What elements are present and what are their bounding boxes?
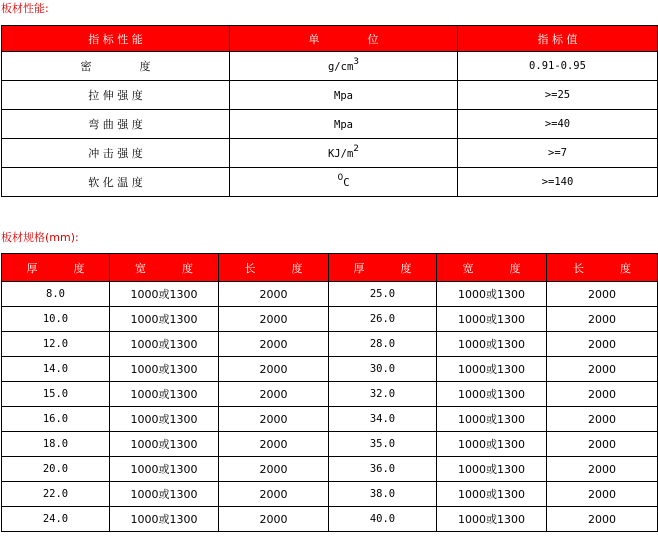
width-cell: 1000或1300 [110,482,219,507]
specs-row [2,332,658,357]
length-cell: 2000 [547,382,658,407]
property-name-part-1: 密 [80,60,92,73]
specs-header-cell [110,254,219,282]
specs-table [1,253,658,532]
width-cell: 1000或1300 [437,507,547,532]
length-cell: 2000 [219,382,329,407]
specs-row [2,282,658,307]
width-cell: 1000或1300 [437,407,547,432]
width-cell: 1000或1300 [437,457,547,482]
property-unit [230,52,458,81]
specs-header-char-2: 度 [73,261,85,275]
property-unit [230,139,458,168]
unit-superscript: 2 [353,143,360,154]
unit-base: KJ/m [327,147,354,160]
thickness-cell: 18.0 [2,432,110,457]
unit-base: Mpa [334,118,353,131]
thickness-cell: 36.0 [329,457,437,482]
specs-row [2,457,658,482]
unit-superscript: 3 [353,56,360,67]
header-indicator-value: 指 标 值 [458,26,658,52]
length-cell: 2000 [547,282,658,307]
specs-header-cell [329,254,437,282]
width-cell: 1000或1300 [437,382,547,407]
specs-row [2,482,658,507]
specs-header-char-1: 长 [244,261,256,275]
thickness-cell: 8.0 [2,282,110,307]
property-value: 0.91-0.95 [458,52,658,81]
length-cell: 2000 [547,482,658,507]
unit-base: C [343,176,350,189]
width-cell: 1000或1300 [110,282,219,307]
unit-base: Mpa [334,89,353,102]
width-cell: 1000或1300 [110,332,219,357]
length-cell: 2000 [547,332,658,357]
width-cell: 1000或1300 [110,307,219,332]
properties-row [2,81,658,110]
specs-row [2,507,658,532]
properties-section-title: 板材性能: [1,2,49,15]
thickness-cell: 20.0 [2,457,110,482]
properties-row [2,52,658,81]
specs-header-cell [219,254,329,282]
width-cell: 1000或1300 [437,282,547,307]
width-cell: 1000或1300 [437,357,547,382]
length-cell: 2000 [219,307,329,332]
specs-header-char-1: 宽 [462,261,474,275]
specs-row [2,357,658,382]
header-unit-char-1: 单 [308,32,320,46]
width-cell: 1000或1300 [437,482,547,507]
specs-header-char-2: 度 [182,261,193,275]
thickness-cell: 35.0 [329,432,437,457]
specs-row [2,307,658,332]
property-value: >=140 [458,168,658,197]
specs-header-row [2,254,658,282]
thickness-cell: 26.0 [329,307,437,332]
property-name: 软 化 温 度 [2,168,230,197]
header-unit-char-2: 位 [367,32,379,46]
thickness-cell: 34.0 [329,407,437,432]
thickness-cell: 24.0 [2,507,110,532]
width-cell: 1000或1300 [437,432,547,457]
width-cell: 1000或1300 [110,407,219,432]
property-unit [230,110,458,139]
length-cell: 2000 [219,482,329,507]
property-name: 拉 伸 强 度 [2,81,230,110]
specs-header-char-2: 度 [620,261,631,275]
specs-header-char-2: 度 [400,261,412,275]
specs-header-char-1: 宽 [135,261,146,275]
width-cell: 1000或1300 [110,457,219,482]
property-name: 冲 击 强 度 [2,139,230,168]
properties-row [2,139,658,168]
unit-base: g/cm [327,60,354,73]
property-name: 弯 曲 强 度 [2,110,230,139]
specs-header-cell [437,254,547,282]
specs-header-cell [547,254,658,282]
length-cell: 2000 [547,457,658,482]
specs-header-char-1: 长 [573,261,584,275]
header-indicator-property: 指 标 性 能 [2,26,230,52]
properties-table [1,25,658,197]
thickness-cell: 15.0 [2,382,110,407]
specs-header-cell [2,254,110,282]
length-cell: 2000 [219,457,329,482]
specs-header-char-2: 度 [509,261,521,275]
thickness-cell: 10.0 [2,307,110,332]
length-cell: 2000 [219,407,329,432]
thickness-cell: 38.0 [329,482,437,507]
specs-header-char-2: 度 [291,261,303,275]
thickness-cell: 28.0 [329,332,437,357]
thickness-cell: 30.0 [329,357,437,382]
thickness-cell: 32.0 [329,382,437,407]
specs-header-char-1: 厚 [26,261,38,275]
length-cell: 2000 [219,357,329,382]
width-cell: 1000或1300 [110,382,219,407]
length-cell: 2000 [219,432,329,457]
property-unit [230,81,458,110]
property-name-part-2: 度 [139,60,151,73]
width-cell: 1000或1300 [437,332,547,357]
width-cell: 1000或1300 [437,307,547,332]
thickness-cell: 14.0 [2,357,110,382]
length-cell: 2000 [547,407,658,432]
length-cell: 2000 [219,282,329,307]
thickness-cell: 25.0 [329,282,437,307]
properties-row [2,168,658,197]
property-unit [230,168,458,197]
width-cell: 1000或1300 [110,432,219,457]
length-cell: 2000 [547,307,658,332]
property-name [2,52,230,81]
unit-superscript: 0 [337,172,344,183]
length-cell: 2000 [219,507,329,532]
length-cell: 2000 [547,507,658,532]
specs-row [2,432,658,457]
thickness-cell: 22.0 [2,482,110,507]
header-unit [230,26,458,52]
length-cell: 2000 [219,332,329,357]
property-value: >=7 [458,139,658,168]
thickness-cell: 40.0 [329,507,437,532]
specs-section-title: 板材规格(mm): [1,231,79,244]
length-cell: 2000 [547,432,658,457]
thickness-cell: 12.0 [2,332,110,357]
specs-table-body [2,282,658,532]
specs-row [2,382,658,407]
properties-header-row [2,26,658,52]
width-cell: 1000或1300 [110,357,219,382]
specs-row [2,407,658,432]
properties-row [2,110,658,139]
thickness-cell: 16.0 [2,407,110,432]
property-value: >=40 [458,110,658,139]
property-value: >=25 [458,81,658,110]
specs-header-char-1: 厚 [353,261,365,275]
width-cell: 1000或1300 [110,507,219,532]
length-cell: 2000 [547,357,658,382]
